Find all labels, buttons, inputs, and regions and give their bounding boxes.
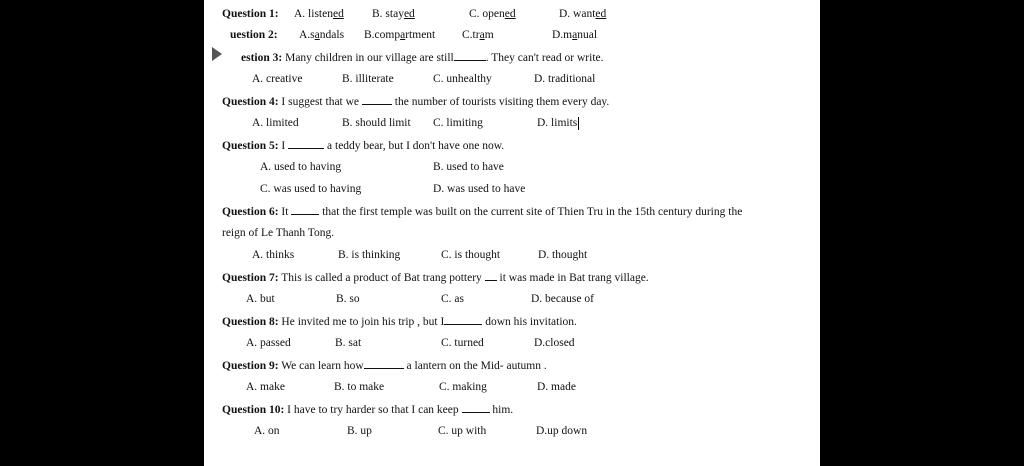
q5-option-d: D. was used to have (433, 183, 526, 195)
q4-option-d: D. limits (537, 117, 578, 129)
q4-blank (362, 94, 392, 105)
q5-option-c: C. was used to having (260, 183, 362, 195)
q2-option-d: D.manual (552, 29, 598, 41)
q5-blank (288, 138, 324, 149)
question-7: Question 7: This is called a product of Bat trang pottery it was made in Bat trang village. (222, 272, 649, 284)
q6-blank (291, 204, 319, 215)
q7-option-a: A. but (246, 293, 275, 305)
q9-blank (364, 358, 404, 369)
question-5: Question 5: I a teddy bear, but I don't have one now. (222, 140, 505, 152)
q2-option-a: A.sandals (299, 29, 345, 41)
question-3: estion 3: Many children in our village are still . They can't read or write. (241, 52, 604, 64)
q6-option-a: A. thinks (252, 249, 295, 261)
q6-option-c: C. is thought (441, 249, 501, 261)
q7-option-d: D. because of (531, 293, 594, 305)
q7-option-c: C. as (441, 293, 464, 305)
q9-option-d: D. made (537, 381, 576, 393)
q2-option-b: B.compartment (364, 29, 436, 41)
q8-blank (444, 314, 482, 325)
q4-option-c: C. limiting (433, 117, 483, 129)
q7-option-b: B. so (336, 293, 360, 305)
q9-option-c: C. making (439, 381, 487, 393)
q3-option-d: D. traditional (534, 73, 596, 85)
expand-arrow-icon[interactable] (212, 47, 222, 61)
q3-option-c: C. unhealthy (433, 73, 492, 85)
q2-option-c: C.tram (462, 29, 494, 41)
q1-option-a: A. listened (294, 8, 344, 20)
question-9: Question 9: We can learn how a lantern on the Mid- autumn . (222, 360, 547, 372)
q3-option-a: A. creative (252, 73, 303, 85)
q1-option-b: B. stayed (372, 8, 415, 20)
q10-option-c: C. up with (438, 425, 487, 437)
q9-option-a: A. make (246, 381, 285, 393)
q8-option-a: A. passed (246, 337, 291, 349)
q4-option-a: A. limited (252, 117, 299, 129)
q6-option-b: B. is thinking (338, 249, 401, 261)
q5-option-a: A. used to having (260, 161, 342, 173)
q5-option-b: B. used to have (433, 161, 504, 173)
q8-option-d: D.closed (534, 337, 575, 349)
q1-option-d: D. wanted (559, 8, 607, 20)
q3-blank (454, 50, 486, 61)
text-cursor (578, 117, 579, 130)
question-1: Question 1: (222, 8, 279, 20)
q6-option-d: D. thought (538, 249, 588, 261)
q10-blank (462, 402, 490, 413)
question-10: Question 10: I have to try harder so that I can keep him. (222, 404, 514, 416)
q3-option-b: B. illiterate (342, 73, 394, 85)
q10-option-b: B. up (347, 425, 372, 437)
question-4: Question 4: I suggest that we the number of tourists visiting them every day. (222, 96, 610, 108)
q8-option-c: C. turned (441, 337, 484, 349)
question-8: Question 8: He invited me to join his trip , but I down his invitation. (222, 316, 577, 328)
q10-option-d: D.up down (536, 425, 588, 437)
question-6: Question 6: It that the first temple was built on the current site of Thien Tru in the 15th century during the (222, 206, 743, 218)
document-page (204, 0, 820, 466)
q6-stem-continued: reign of Le Thanh Tong. (222, 227, 335, 239)
q4-option-b: B. should limit (342, 117, 411, 129)
q8-option-b: B. sat (335, 337, 362, 349)
q10-option-a: A. on (254, 425, 280, 437)
q7-blank (485, 270, 497, 281)
q1-option-c: C. opened (469, 8, 516, 20)
q9-option-b: B. to make (334, 381, 385, 393)
question-2: uestion 2: (230, 29, 278, 41)
